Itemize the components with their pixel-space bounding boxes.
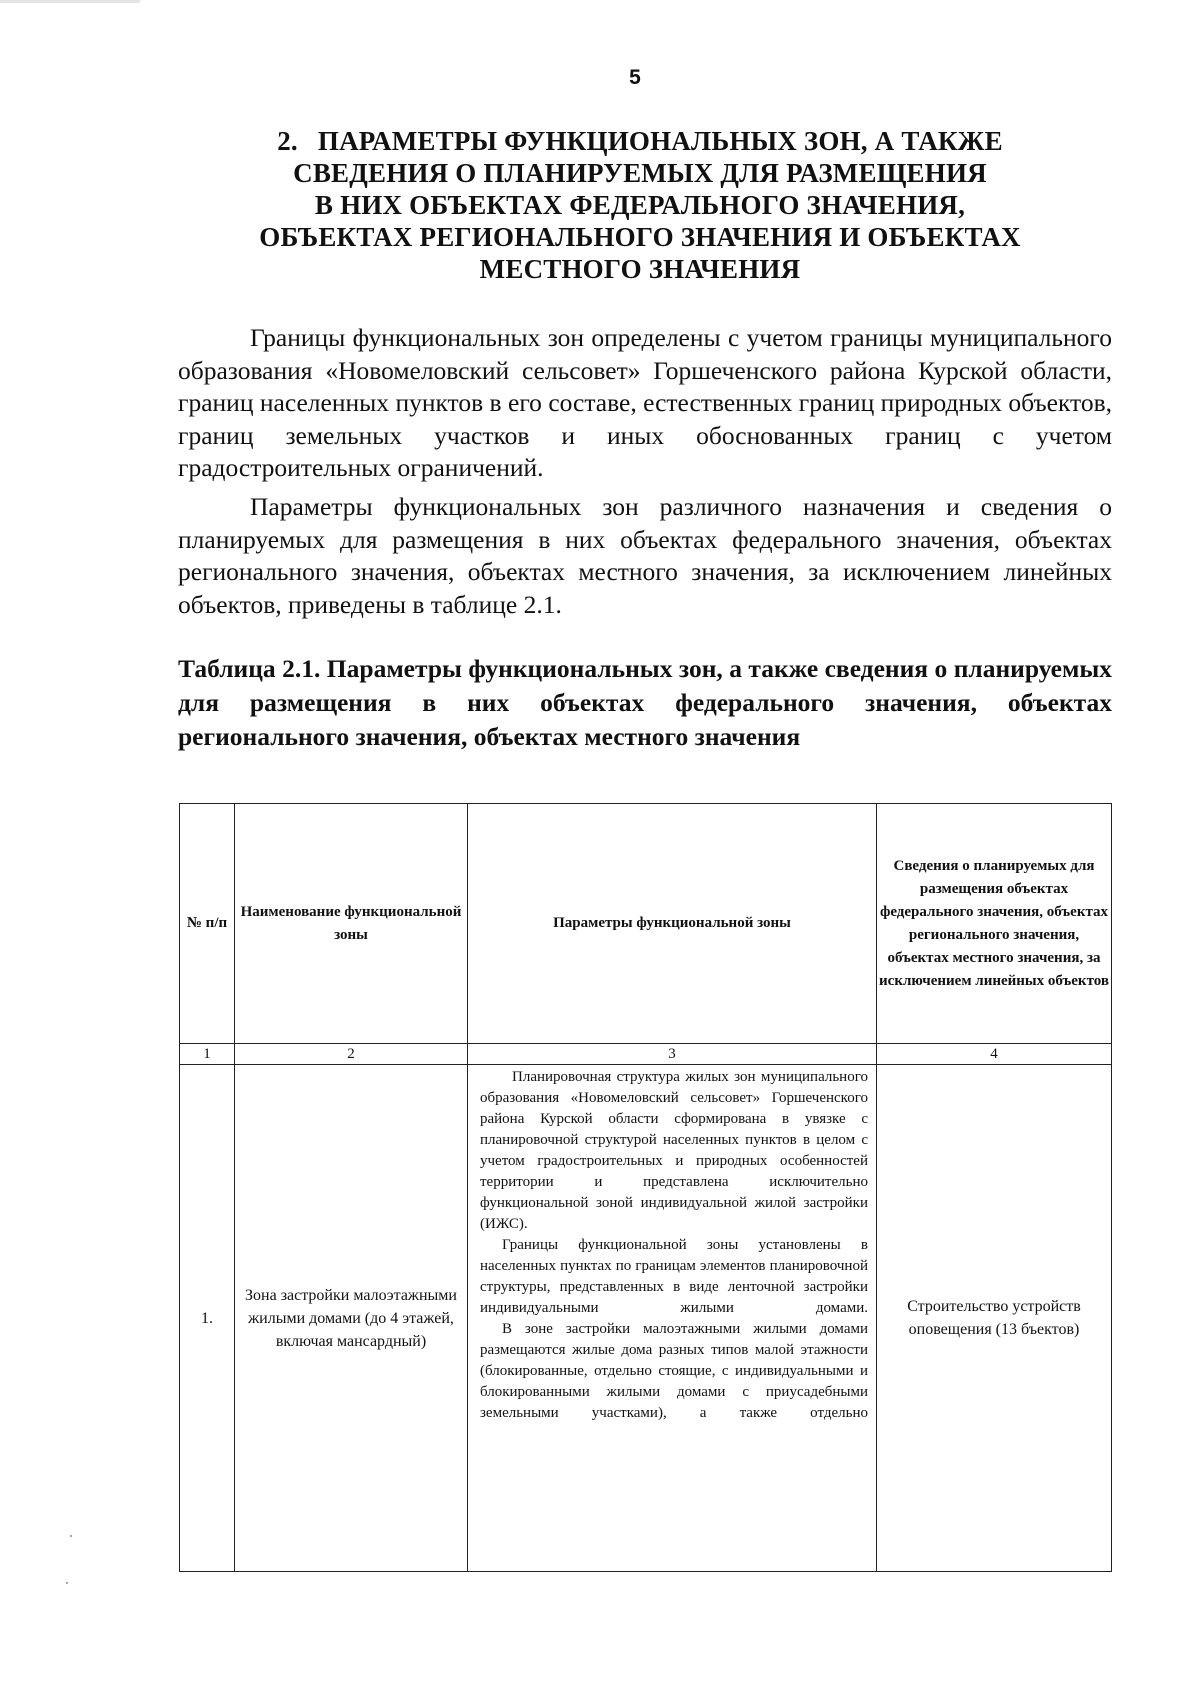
row-number: 1. — [180, 1065, 235, 1572]
column-index: 1 — [180, 1044, 235, 1065]
body-paragraph: Параметры функциональных зон различного назначения и сведения о планируемых для размещения в них объектах федерального значения, объектах регионального значения, объектах местного значения, за исключением линейных объектов, приведены в таблице 2.1. — [178, 492, 1112, 619]
scan-speck — [66, 1582, 68, 1584]
scan-speck — [70, 1535, 72, 1537]
zone-parameters-paragraph: В зоне застройки малоэтажными жилыми домами размещаются жилые дома разных типов малой этажности (блокированные, отдельно стоящие, с индивидуальными и блокированными жилыми домами с приусадебными земельными участками), а также отдельно — [480, 1321, 868, 1421]
planned-objects-info: Строительство устройств оповещения (13 бъектов) — [877, 1065, 1112, 1572]
column-index-row — [180, 1044, 1112, 1065]
zone-name: Зона застройки малоэтажными жилыми домами (до 4 этажей, включая мансардный) — [235, 1065, 468, 1572]
column-index: 2 — [235, 1044, 468, 1065]
column-header: № п/п — [180, 804, 235, 1044]
column-index: 3 — [468, 1044, 877, 1065]
column-header: Наименование функциональной зоны — [235, 804, 468, 1044]
section-heading-line: СВЕДЕНИЯ О ПЛАНИРУЕМЫХ ДЛЯ РАЗМЕЩЕНИЯ — [293, 158, 987, 188]
table-caption: Таблица 2.1. Параметры функциональных зон, а также сведения о планируемых для размещения в них объектах федерального значения, объектах регионального значения, объектах местного значения — [178, 654, 1112, 751]
functional-zones-table — [179, 803, 1112, 1572]
column-header: Сведения о планируемых для размещения объектах федерального значения, объектах регионального значения, объектах местного значения, за исключением линейных объектов — [877, 804, 1112, 1044]
zone-parameters-paragraph: Границы функциональной зоны установлены в населенных пунктах по границам элементов планировочной структуры, представленных в виде ленточной застройки индивидуальными жилыми домами. — [480, 1237, 868, 1316]
column-header: Параметры функциональной зоны — [468, 804, 877, 1044]
zone-parameters — [468, 1065, 877, 1572]
body-paragraph: Границы функциональных зон определены с учетом границы муниципального образования «Новомеловский сельсовет» Горшеченского района Курской области, границ населенных пунктов в его составе, естественных границ природных объектов, границ земельных участков и иных обоснованных границ с учетом градостроительных ограничений. — [178, 323, 1112, 482]
section-heading-line: МЕСТНОГО ЗНАЧЕНИЯ — [479, 254, 801, 284]
column-index: 4 — [877, 1044, 1112, 1065]
table-row — [180, 1065, 1112, 1572]
section-heading — [200, 125, 1080, 285]
section-heading-line — [200, 125, 1080, 157]
page-number: 5 — [629, 66, 641, 89]
scan-artifact — [0, 0, 140, 3]
section-title-part: ПАРАМЕТРЫ ФУНКЦИОНАЛЬНЫХ ЗОН, А ТАКЖЕ — [317, 126, 1003, 156]
section-heading-line: В НИХ ОБЪЕКТАХ ФЕДЕРАЛЬНОГО ЗНАЧЕНИЯ, — [314, 190, 966, 220]
zone-parameters-paragraph: Планировочная структура жилых зон муниципального образования «Новомеловский сельсовет» Горшеченского района Курской области сформирована в увязке с планировочной структурой населенных пунктов в целом с учетом градостроительных и природных особенностей территории и представлена исключительно функциональной зоной индивидуальной жилой застройки (ИЖС). — [480, 1069, 868, 1232]
table-header-row — [180, 804, 1112, 1044]
section-number: 2. — [277, 126, 298, 156]
section-heading-line: ОБЪЕКТАХ РЕГИОНАЛЬНОГО ЗНАЧЕНИЯ И ОБЪЕКТАХ — [259, 222, 1021, 252]
